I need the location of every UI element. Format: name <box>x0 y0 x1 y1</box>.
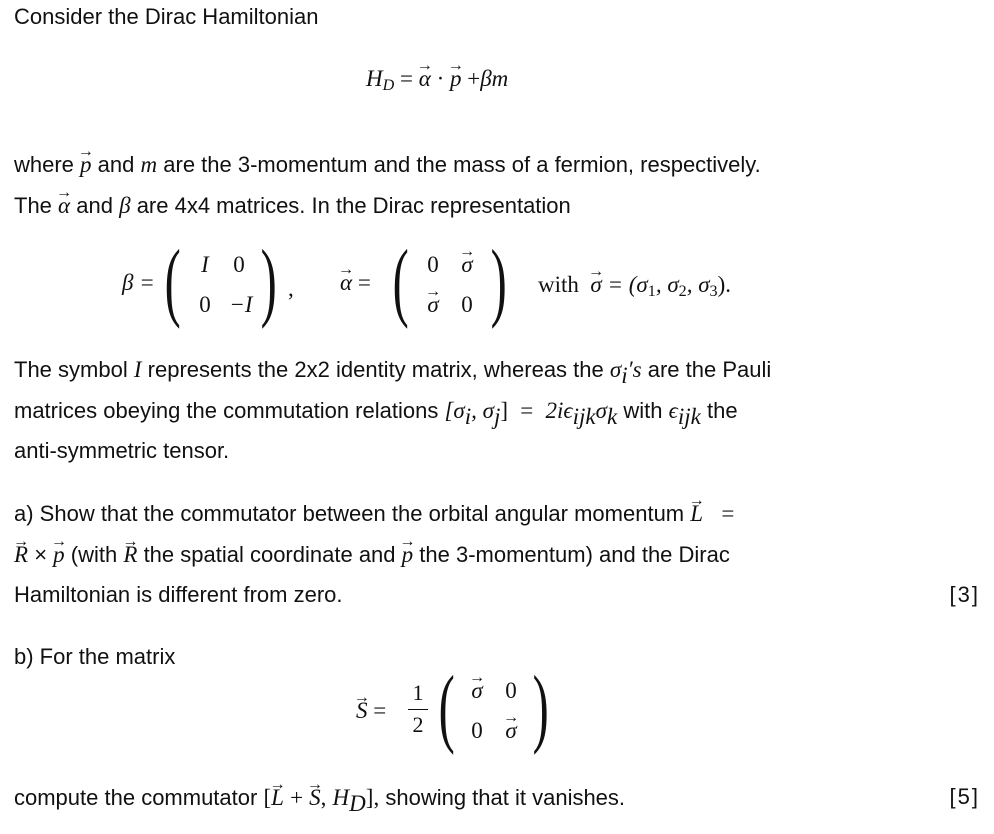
hamiltonian-H: H <box>366 66 383 91</box>
beta-symbol: β <box>119 193 131 218</box>
with-word: with <box>538 272 579 297</box>
commutator-sep: , σ <box>471 398 494 423</box>
sigma-sep: , σ <box>655 272 679 297</box>
dot-operator: · <box>436 66 445 91</box>
mass-symbol: m <box>140 152 158 177</box>
hamiltonian-equation <box>366 66 508 95</box>
comma: , <box>288 276 294 301</box>
index-ijk: ijk <box>572 403 596 429</box>
momentum-vector: p → <box>402 541 414 569</box>
part-a-points: [3] <box>949 582 980 607</box>
equals-sign: = <box>721 501 735 526</box>
index-j: j <box>493 403 501 429</box>
hamiltonian-D: D <box>382 77 395 95</box>
momentum-vector: p → <box>80 151 92 179</box>
beta-m22: −I <box>229 292 253 317</box>
spin-m12: 0 <box>505 678 517 703</box>
text-span: with <box>623 398 663 423</box>
equals-sign: = <box>357 270 371 295</box>
equals-sign: = <box>400 66 413 91</box>
beta-m11: I <box>201 252 209 277</box>
para1-line1 <box>14 151 761 179</box>
spin-m22 <box>496 718 526 744</box>
text-span: The <box>14 193 52 218</box>
sigma-symbol: σ <box>609 357 622 382</box>
text-span: are 4x4 matrices. In the Dirac representation <box>136 193 571 218</box>
alpha-m22: 0 <box>461 292 473 317</box>
hamiltonian-H: H <box>332 785 350 810</box>
beta-mass-term: βm <box>480 66 509 91</box>
sigma-vector: σ → <box>590 272 601 298</box>
commutator-close: ] <box>500 398 509 423</box>
part-a-line3: Hamiltonian is different from zero. <box>14 582 343 607</box>
sigma-vector: σ → <box>461 252 472 278</box>
sigma-symbol: σ <box>595 398 607 423</box>
alpha-vector: α → <box>340 270 352 296</box>
beta-m21: 0 <box>199 292 211 317</box>
text-span: and <box>97 152 135 177</box>
para2-line1 <box>14 356 771 389</box>
spin-vector: S → <box>309 784 321 812</box>
text-span: The symbol <box>14 357 128 382</box>
sigma-vector: σ → <box>505 718 516 744</box>
left-paren: ( <box>392 233 409 330</box>
angular-momentum-vector: L → <box>690 500 703 528</box>
fraction-denominator: 2 <box>412 712 424 737</box>
para2-line2 <box>14 397 738 430</box>
alpha-vector: α → <box>58 192 70 220</box>
alpha-m21 <box>418 292 448 318</box>
momentum-vector: p → <box>450 66 462 92</box>
part-b-points: [5] <box>949 784 980 809</box>
index-2: 2 <box>678 283 687 301</box>
sigma-sep: , σ <box>686 272 710 297</box>
text-span: showing that it vanishes. <box>385 785 626 810</box>
spin-label <box>356 698 386 724</box>
spin-m21: 0 <box>471 718 483 743</box>
alpha-m12 <box>452 252 482 278</box>
sigma-definition <box>538 272 731 301</box>
text-span: compute the commutator <box>14 785 258 810</box>
right-paren: ) <box>260 233 277 330</box>
para1-line2 <box>14 192 571 220</box>
commutator-rhs: 2iϵ <box>545 398 573 423</box>
spin-vector: S → <box>356 698 368 724</box>
text-span: where <box>14 152 74 177</box>
fraction-numerator: 1 <box>412 680 424 705</box>
text-span: a) Show that the commutator between the orbital angular momentum <box>14 501 685 526</box>
text-span: the <box>706 398 738 423</box>
prime-s: ′s <box>627 357 642 382</box>
sigma-vector: σ → <box>471 678 482 704</box>
para2-line3: anti-symmetric tensor. <box>14 438 230 463</box>
hamiltonian-D: D <box>349 790 366 816</box>
position-vector: R → <box>123 541 137 569</box>
index-k: k <box>607 403 618 429</box>
equals-sign: = <box>373 698 387 723</box>
index-3: 3 <box>709 283 718 301</box>
part-b-line2 <box>14 784 625 817</box>
position-vector: R → <box>14 541 28 569</box>
bracket-close: ], <box>365 785 380 810</box>
index-ijk: ijk <box>677 403 701 429</box>
epsilon-symbol: ϵ <box>668 398 678 423</box>
alpha-m11: 0 <box>427 252 439 277</box>
commutator-open: [σ <box>444 398 465 423</box>
index-i: i <box>621 362 628 388</box>
text-span: the spatial coordinate and <box>143 542 396 567</box>
sigma-open: = (σ <box>607 272 648 297</box>
bracket-open: [ <box>263 785 272 810</box>
text-span: the 3-momentum) and the Dirac <box>419 542 730 567</box>
comma: , <box>320 785 327 810</box>
identity-symbol: I <box>133 357 142 382</box>
part-a-line2 <box>14 541 730 569</box>
index-i: i <box>464 403 472 429</box>
momentum-vector: p → <box>53 541 65 569</box>
text-span: are the Pauli <box>647 357 772 382</box>
beta-m12: 0 <box>233 252 245 277</box>
fraction-bar <box>408 709 428 710</box>
intro-text: Consider the Dirac Hamiltonian <box>14 4 319 29</box>
text-span: matrices obeying the commutation relations <box>14 398 439 423</box>
text-span: represents the 2x2 identity matrix, whereas the <box>147 357 604 382</box>
cross-operator: × <box>34 542 48 567</box>
alpha-label <box>340 270 371 296</box>
right-paren: ) <box>490 233 507 330</box>
plus-sign: + <box>467 66 481 91</box>
text-span: are the 3-momentum and the mass of a fermion, respectively. <box>163 152 761 177</box>
index-1: 1 <box>647 283 656 301</box>
text-span: (with <box>70 542 118 567</box>
part-a-line1 <box>14 500 734 528</box>
right-paren: ) <box>532 659 549 756</box>
part-b-line1: b) For the matrix <box>14 644 176 669</box>
alpha-vector: α → <box>419 66 431 92</box>
equals-sign: = <box>520 398 534 423</box>
text-span: and <box>76 193 113 218</box>
plus-sign: + <box>290 785 304 810</box>
sigma-close: ). <box>717 272 732 297</box>
beta-label: β = <box>122 270 155 295</box>
angular-momentum-vector: L → <box>271 784 284 812</box>
left-paren: ( <box>438 659 455 756</box>
left-paren: ( <box>164 233 181 330</box>
sigma-vector: σ → <box>427 292 438 318</box>
spin-m11 <box>462 678 492 704</box>
